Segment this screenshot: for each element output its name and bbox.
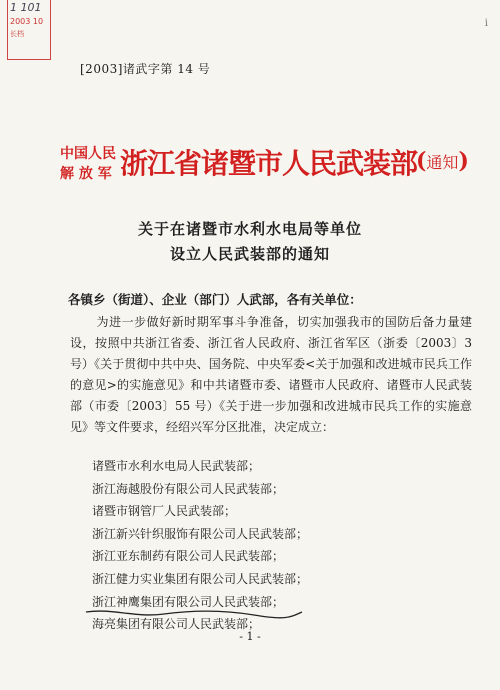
archive-stamp: [7, 0, 51, 60]
list-item: 浙江亚东制药有限公司人民武装部；: [92, 549, 285, 564]
notice-open-paren: (: [416, 148, 427, 174]
org-small-line2: 解 放 军: [60, 166, 112, 182]
list-item: 海亮集团有限公司人民武装部；: [92, 617, 261, 632]
stamp-handwritten: 1 101: [10, 1, 42, 14]
corner-mark: i: [484, 18, 488, 29]
issuer-header: [60, 140, 480, 200]
list-item: 浙江海越股份有限公司人民武装部；: [92, 481, 285, 496]
list-item: 浙江神鹰集团有限公司人民武装部；: [92, 594, 285, 609]
notice-type: [416, 148, 469, 174]
org-small-label: [60, 144, 118, 184]
body-text: 为进一步做好新时期军事斗争准备，切实加强我市的国防后备力量建设，按照中共浙江省委、浙江省人民政府、浙江省军区（浙委〔2003〕3 号）《关于贯彻中共中央、国务院、中央军委<关于加强和改进城市民兵工作的意见>的实施意见》和中共诸暨市委、诸暨市人民政府、诸暨市人民武装部（市委〔2003〕55 号）《关于进一步加强和改进城市民兵工作的实施意见》等文件要求，经绍兴军分区批准，决定成立：: [70, 315, 472, 434]
document-title-line2: 设立人民武装部的通知: [169, 245, 330, 263]
notice-text: 通知: [426, 153, 459, 172]
stamp-date: 2003 10: [10, 17, 44, 26]
list-item: 诸暨市水利水电局人民武装部；: [92, 459, 261, 473]
list-item: 浙江新兴针织服饰有限公司人民武装部；: [92, 526, 309, 541]
body-paragraph: [70, 312, 472, 438]
notice-close-paren: ): [458, 148, 469, 174]
document-number: [2003]诸武字第 14 号: [80, 62, 211, 76]
org-small-line1: 中国人民: [60, 146, 116, 162]
org-name: 浙江省诸暨市人民武装部: [120, 147, 418, 180]
list-item: 诸暨市钢管厂人民武装部；: [92, 504, 237, 519]
salutation: 各镇乡（街道）、企业（部门）人武部，各有关单位：: [68, 292, 362, 307]
document-title-line1: 关于在诸暨市水利水电局等单位: [137, 220, 362, 238]
handwritten-underline: [84, 606, 304, 622]
stamp-label: 长档: [10, 30, 24, 38]
list-item: 浙江健力实业集团有限公司人民武装部；: [92, 571, 309, 586]
page-number: - 1 -: [239, 630, 261, 643]
